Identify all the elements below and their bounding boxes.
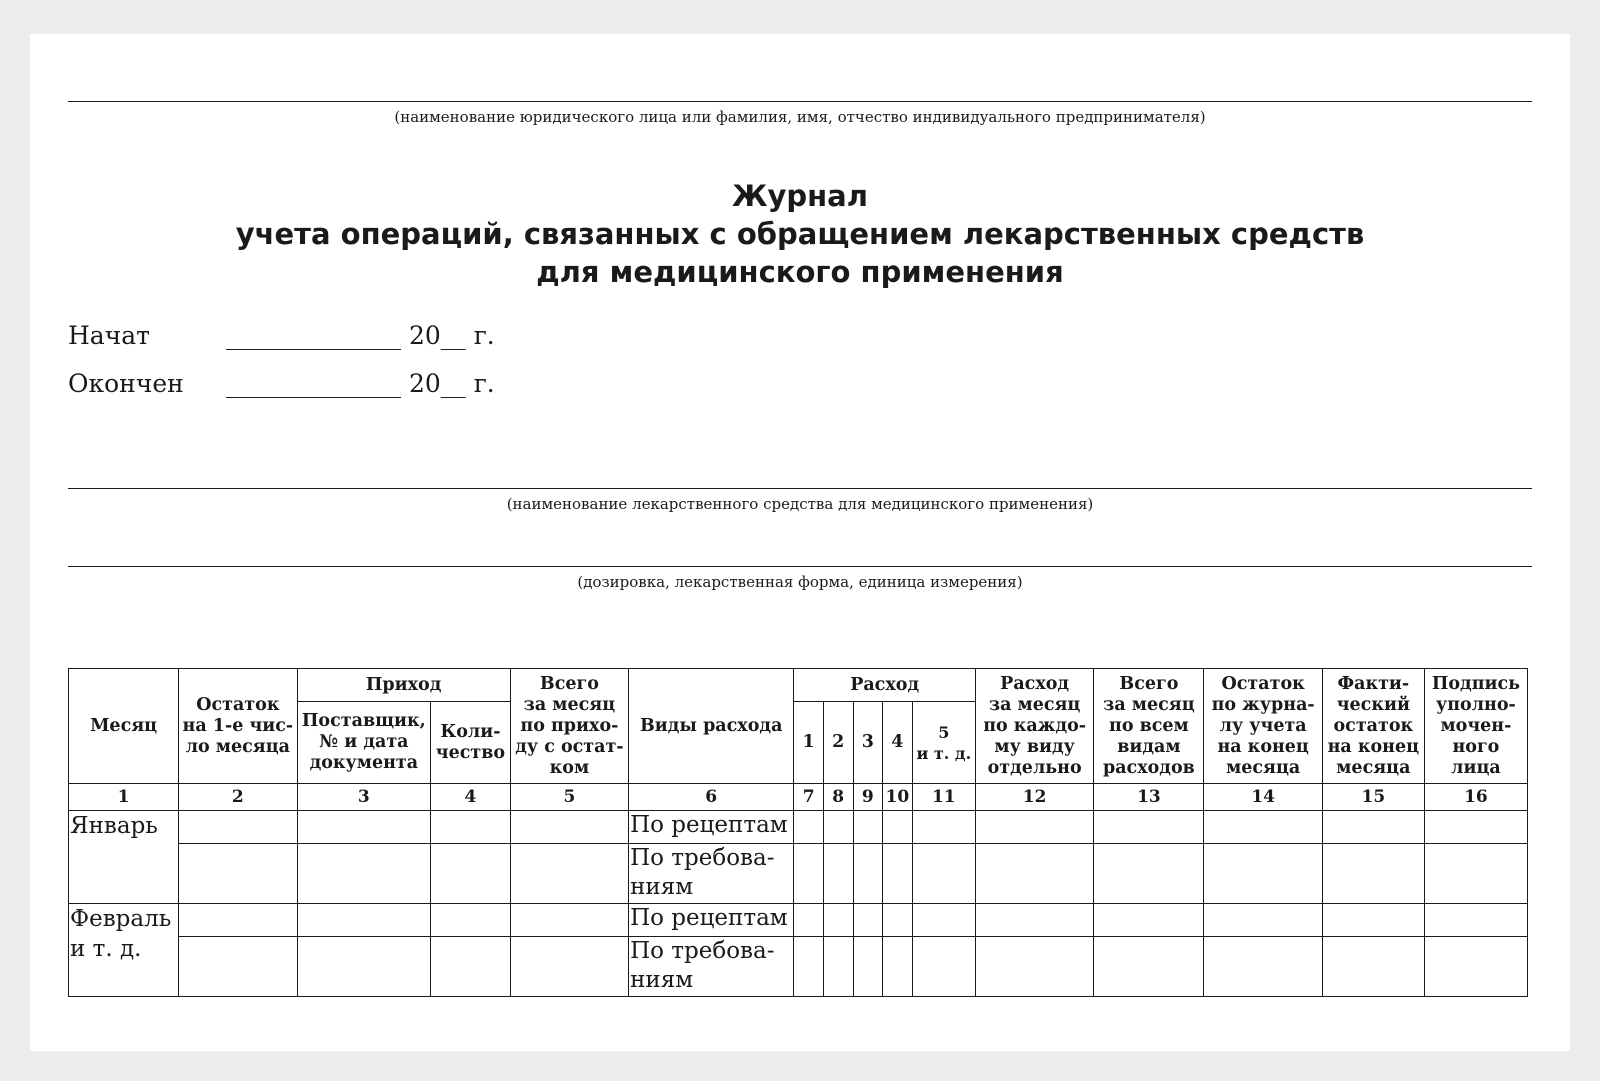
column-number: 14 [1204, 784, 1322, 811]
data-cell[interactable] [431, 937, 511, 997]
column-number: 1 [69, 784, 179, 811]
header-balance-journal: Остаток по журна- лу учета на конец месяца [1204, 669, 1322, 784]
started-date-line [68, 321, 495, 351]
header-row-1 [69, 669, 1528, 702]
expense-type-cell: По рецептам [629, 811, 794, 844]
finished-date-field[interactable]: ______________ 20__ г. [226, 369, 495, 398]
header-quantity: Коли- чество [431, 702, 511, 784]
data-cell[interactable] [431, 844, 511, 904]
data-cell[interactable] [912, 904, 975, 937]
dosage-line[interactable] [68, 566, 1532, 567]
data-cell[interactable] [1424, 937, 1527, 997]
column-number: 16 [1424, 784, 1527, 811]
header-expense-types: Виды расхода [629, 669, 794, 784]
data-cell[interactable] [794, 844, 824, 904]
data-cell[interactable] [431, 811, 511, 844]
data-cell[interactable] [794, 811, 824, 844]
expense-type-cell: По рецептам [629, 904, 794, 937]
title-line-1: Журнал [731, 179, 868, 213]
data-cell[interactable] [794, 904, 824, 937]
column-number: 5 [510, 784, 628, 811]
table-row [69, 811, 1528, 844]
data-cell[interactable] [1322, 811, 1424, 844]
data-cell[interactable] [823, 937, 853, 997]
month-cell: Февраль и т. д. [69, 904, 179, 997]
data-cell[interactable] [297, 937, 431, 997]
header-total-income: Всего за месяц по прихо- ду с остат- ком [510, 669, 628, 784]
header-expense-1: 1 [794, 702, 824, 784]
header-expense-total: Всего за месяц по всем видам расходов [1094, 669, 1204, 784]
expense-type-cell: По требова- ниям [629, 844, 794, 904]
data-cell[interactable] [975, 937, 1093, 997]
column-number: 2 [179, 784, 297, 811]
data-cell[interactable] [823, 811, 853, 844]
table-row [69, 844, 1528, 904]
drug-name-line[interactable] [68, 488, 1532, 489]
data-cell[interactable] [1204, 811, 1322, 844]
expense-type-cell: По требова- ниям [629, 937, 794, 997]
column-number: 8 [823, 784, 853, 811]
data-cell[interactable] [179, 937, 297, 997]
data-cell[interactable] [510, 811, 628, 844]
data-cell[interactable] [297, 811, 431, 844]
data-cell[interactable] [431, 904, 511, 937]
dosage-caption: (дозировка, лекарственная форма, единица измерения) [577, 573, 1023, 591]
data-cell[interactable] [794, 937, 824, 997]
form-sheet [30, 34, 1570, 1051]
journal-title [68, 177, 1532, 291]
data-cell[interactable] [1094, 937, 1204, 997]
data-cell[interactable] [297, 844, 431, 904]
data-cell[interactable] [179, 904, 297, 937]
title-line-2: учета операций, связанных с обращением лекарственных средств [235, 217, 1365, 251]
data-cell[interactable] [1424, 904, 1527, 937]
data-cell[interactable] [1322, 937, 1424, 997]
data-cell[interactable] [297, 904, 431, 937]
header-expense: Расход [794, 669, 976, 702]
header-balance-actual: Факти- ческий остаток на конец месяца [1322, 669, 1424, 784]
header-expense-3: 3 [853, 702, 883, 784]
drug-name-caption: (наименование лекарственного средства для медицинского применения) [506, 495, 1094, 513]
column-number-row [69, 784, 1528, 811]
data-cell[interactable] [179, 811, 297, 844]
data-cell[interactable] [1322, 904, 1424, 937]
data-cell[interactable] [853, 811, 883, 844]
data-cell[interactable] [1204, 844, 1322, 904]
column-number: 3 [297, 784, 431, 811]
data-cell[interactable] [975, 811, 1093, 844]
header-month: Месяц [69, 669, 179, 784]
header-balance-start: Остаток на 1-е чис- ло месяца [179, 669, 297, 784]
data-cell[interactable] [1204, 937, 1322, 997]
organization-caption: (наименование юридического лица или фамилия, имя, отчество индивидуального предпринимателя) [394, 108, 1206, 126]
header-supplier: Поставщик, № и дата документа [297, 702, 431, 784]
data-cell[interactable] [975, 904, 1093, 937]
column-number: 15 [1322, 784, 1424, 811]
data-cell[interactable] [1094, 811, 1204, 844]
finished-label: Окончен [68, 369, 184, 398]
column-number: 13 [1094, 784, 1204, 811]
column-number: 10 [883, 784, 913, 811]
header-signature: Подпись уполно- мочен- ного лица [1424, 669, 1527, 784]
data-cell[interactable] [883, 904, 913, 937]
data-cell[interactable] [912, 844, 975, 904]
data-cell[interactable] [179, 844, 297, 904]
data-cell[interactable] [1094, 904, 1204, 937]
data-cell[interactable] [1322, 844, 1424, 904]
column-number: 4 [431, 784, 511, 811]
data-cell[interactable] [883, 844, 913, 904]
header-expense-each: Расход за месяц по каждо- му виду отдельно [975, 669, 1093, 784]
data-cell[interactable] [912, 811, 975, 844]
data-cell[interactable] [1204, 904, 1322, 937]
header-expense-5: 5 и т. д. [912, 702, 975, 784]
data-cell[interactable] [853, 937, 883, 997]
journal-table [68, 668, 1528, 997]
data-cell[interactable] [510, 844, 628, 904]
table-row [69, 904, 1528, 937]
column-number: 7 [794, 784, 824, 811]
column-number: 9 [853, 784, 883, 811]
data-cell[interactable] [883, 937, 913, 997]
column-number: 6 [629, 784, 794, 811]
data-cell[interactable] [1094, 844, 1204, 904]
organization-line [68, 101, 1532, 102]
table-row [69, 937, 1528, 997]
finished-date-line [68, 369, 495, 399]
header-income: Приход [297, 669, 510, 702]
month-cell: Январь [69, 811, 179, 904]
data-cell[interactable] [883, 811, 913, 844]
data-cell[interactable] [510, 937, 628, 997]
title-line-3: для медицинского применения [536, 255, 1064, 289]
data-cell[interactable] [853, 904, 883, 937]
started-label: Начат [68, 321, 150, 350]
header-expense-4: 4 [883, 702, 913, 784]
header-expense-2: 2 [823, 702, 853, 784]
data-cell[interactable] [823, 844, 853, 904]
data-cell[interactable] [1424, 811, 1527, 844]
data-cell[interactable] [510, 904, 628, 937]
started-date-field[interactable]: ______________ 20__ г. [226, 321, 495, 350]
data-cell[interactable] [823, 904, 853, 937]
data-cell[interactable] [975, 844, 1093, 904]
data-cell[interactable] [912, 937, 975, 997]
column-number: 12 [975, 784, 1093, 811]
column-number: 11 [912, 784, 975, 811]
data-cell[interactable] [1424, 844, 1527, 904]
data-cell[interactable] [853, 844, 883, 904]
